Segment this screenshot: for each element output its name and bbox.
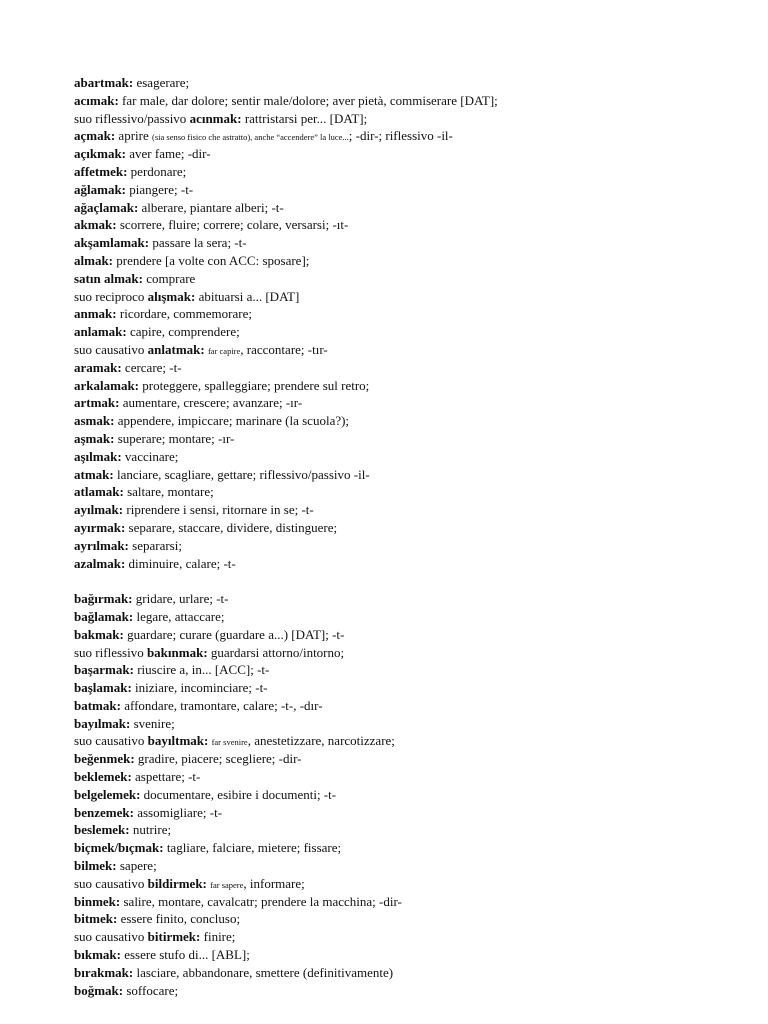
glossary-entry (74, 394, 714, 412)
glossary-entry (74, 359, 714, 377)
glossary-entry (74, 74, 714, 92)
small-note: far svenire (211, 737, 248, 748)
glossary-entry (74, 145, 714, 163)
glossary-entry (74, 448, 714, 466)
glossary-entry (74, 163, 714, 181)
verb-term: almak: (74, 252, 113, 268)
verb-term: anmak: (74, 306, 117, 322)
definition-text: scorrere, fluire; correre; colare, versarsi; -ıt- (116, 217, 349, 233)
verb-term: boğmak: (74, 982, 124, 998)
definition-text: suo reciproco (74, 288, 148, 304)
definition-text: passare la sera; -t- (149, 235, 247, 251)
definition-text: guardarsi attorno/intorno; (207, 644, 345, 660)
verb-term: asmak: (74, 413, 115, 429)
glossary-section (74, 74, 714, 572)
definition-text: assomigliare; -t- (133, 804, 223, 820)
glossary-entry (74, 377, 714, 395)
glossary-entry (74, 661, 714, 679)
definition-text: abituarsi a... [DAT] (195, 288, 300, 304)
glossary-entry (74, 590, 714, 608)
definition-text: tagliare, falciare, mietere; fissare; (163, 840, 342, 856)
section-spacer (74, 572, 714, 590)
verb-term: benzemek: (74, 804, 134, 820)
definition-text: soffocare; (123, 982, 179, 998)
glossary-entry (74, 341, 714, 359)
small-note: far capire (207, 345, 241, 356)
definition-text: far male, dar dolore; sentir male/dolore; aver pietà, commiserare [DAT]; (118, 92, 498, 108)
glossary-entry (74, 555, 714, 573)
verb-term: alışmak: (147, 288, 196, 304)
glossary-entry (74, 412, 714, 430)
verb-term: binmek: (74, 893, 121, 909)
verb-term: beklemek: (74, 769, 132, 785)
definition-text: gridare, urlare; -t- (132, 591, 229, 607)
verb-term: bitmek: (74, 911, 118, 927)
verb-term: atlamak: (74, 484, 124, 500)
glossary-entry (74, 946, 714, 964)
verb-term: başarmak: (74, 662, 134, 678)
verb-term: acımak: (74, 92, 119, 108)
verb-term: bitirmek: (147, 929, 201, 945)
definition-text: diminuire, calare; -t- (125, 555, 236, 571)
definition-text: svenire; (130, 715, 175, 731)
verb-term: bayılmak: (74, 715, 131, 731)
definition-text: suo riflessivo/passivo (74, 110, 190, 126)
definition-text: alberare, piantare alberi; -t- (138, 199, 284, 215)
definition-text: suo riflessivo (74, 644, 147, 660)
definition-text: esagerare; (133, 75, 190, 90)
verb-term: atmak: (74, 466, 114, 482)
glossary-entry (74, 305, 714, 323)
verb-term: bayıltmak: (147, 733, 209, 749)
definition-text: essere finito, concluso; (117, 911, 241, 927)
glossary-entry (74, 216, 714, 234)
glossary-entry (74, 234, 714, 252)
glossary-entry (74, 430, 714, 448)
verb-term: ayrılmak: (74, 537, 129, 553)
glossary-entry (74, 323, 714, 341)
verb-term: akmak: (74, 217, 117, 233)
definition-text: iniziare, incominciare; -t- (131, 680, 268, 696)
glossary-entry (74, 697, 714, 715)
glossary-entry (74, 768, 714, 786)
verb-term: ağaçlamak: (74, 199, 139, 215)
glossary-entry (74, 626, 714, 644)
glossary-entry (74, 537, 714, 555)
definition-text: riprendere i sensi, ritornare in se; -t- (123, 502, 314, 518)
definition-text: sapere; (116, 858, 157, 874)
verb-term: batmak: (74, 697, 121, 713)
glossary-entry (74, 92, 714, 110)
verb-term: aşmak: (74, 430, 115, 446)
verb-term: bağırmak: (74, 591, 133, 607)
definition-text: ; -dir-; riflessivo -il- (348, 128, 453, 144)
definition-text: finire; (200, 929, 236, 945)
glossary-entry (74, 821, 714, 839)
definition-text: suo causativo (74, 733, 148, 749)
verb-term: belgelemek: (74, 786, 141, 802)
definition-text: salire, montare, cavalcatr; prendere la macchina; -dir- (120, 893, 402, 909)
definition-text: suo causativo (74, 929, 148, 945)
glossary-entry (74, 644, 714, 662)
glossary-entry (74, 839, 714, 857)
verb-term: biçmek/bıçmak: (74, 840, 164, 856)
definition-text: perdonare; (127, 163, 187, 179)
glossary-section (74, 590, 714, 999)
definition-text: aspettare; -t- (131, 769, 201, 785)
verb-term: anlatmak: (147, 341, 205, 357)
definition-text: riuscire a, in... [ACC]; -t- (133, 662, 270, 678)
definition-text: comprare (142, 270, 196, 286)
verb-term: aramak: (74, 359, 122, 375)
glossary-entry (74, 875, 714, 893)
verb-term: bıkmak: (74, 947, 121, 963)
definition-text: affondare, tramontare, calare; -t-, -dır- (120, 697, 323, 713)
verb-term: bağlamak: (74, 608, 134, 624)
glossary-entry (74, 466, 714, 484)
glossary-entry (74, 252, 714, 270)
glossary-entry (74, 483, 714, 501)
glossary-entry (74, 928, 714, 946)
glossary-entry (74, 982, 714, 1000)
definition-text: suo causativo (74, 875, 148, 891)
verb-term: bildirmek: (147, 875, 207, 891)
glossary-entry (74, 501, 714, 519)
glossary-entry (74, 910, 714, 928)
small-note: (sia senso fisico che astratto), anche “accendere” la luce... (151, 132, 349, 143)
definition-text: appendere, impiccare; marinare (la scuola?); (114, 413, 350, 429)
glossary-entry (74, 964, 714, 982)
glossary-entry (74, 804, 714, 822)
verb-term: beğenmek: (74, 751, 135, 767)
definition-text: , anestetizzare, narcotizzare; (247, 733, 395, 749)
glossary-entry (74, 110, 714, 128)
verb-term: azalmak: (74, 555, 126, 571)
definition-text: saltare, montare; (123, 484, 214, 500)
verb-term: bırakmak: (74, 964, 134, 980)
glossary-entry (74, 715, 714, 733)
verb-term: abartmak: (74, 75, 134, 90)
definition-text: aumentare, crescere; avanzare; -ır- (119, 395, 303, 411)
definition-text: ricordare, commemorare; (116, 306, 252, 322)
verb-term: affetmek: (74, 163, 128, 179)
definition-text: cercare; -t- (121, 359, 182, 375)
definition-text: lanciare, scagliare, gettare; riflessivo/passivo -il- (113, 466, 370, 482)
verb-term: artmak: (74, 395, 120, 411)
verb-term: acınmak: (189, 110, 242, 126)
definition-text: documentare, esibire i documenti; -t- (140, 786, 337, 802)
definition-text: gradire, piacere; scegliere; -dir- (134, 751, 302, 767)
definition-text: piangere; -t- (126, 181, 194, 197)
definition-text: , raccontare; -tır- (240, 341, 328, 357)
definition-text: capire, comprendere; (126, 324, 240, 340)
verb-term: ayılmak: (74, 502, 124, 518)
verb-term: beslemek: (74, 822, 130, 838)
glossary-entry (74, 857, 714, 875)
verb-term: bakmak: (74, 626, 124, 642)
definition-text: essere stufo di... [ABL]; (120, 947, 250, 963)
verb-term: ağlamak: (74, 181, 126, 197)
glossary-entry (74, 270, 714, 288)
glossary-entry (74, 181, 714, 199)
verb-term: aşılmak: (74, 448, 122, 464)
definition-text: rattristarsi per... [DAT]; (241, 110, 368, 126)
verb-term: arkalamak: (74, 377, 139, 393)
verb-term: ayırmak: (74, 519, 126, 535)
definition-text: , informare; (243, 875, 305, 891)
definition-text: suo causativo (74, 341, 148, 357)
definition-text: aver fame; -dir- (126, 146, 211, 162)
glossary-entry (74, 199, 714, 217)
glossary-entry (74, 519, 714, 537)
definition-text: legare, attaccare; (133, 608, 225, 624)
definition-text: proteggere, spalleggiare; prendere sul retro; (139, 377, 370, 393)
glossary-entry (74, 786, 714, 804)
glossary-page (74, 74, 714, 999)
verb-term: akşamlamak: (74, 235, 150, 251)
definition-text: vaccinare; (121, 448, 179, 464)
verb-term: bakınmak: (146, 644, 208, 660)
verb-term: anlamak: (74, 324, 127, 340)
glossary-entry (74, 288, 714, 306)
definition-text: lasciare, abbandonare, smettere (definitivamente) (133, 964, 394, 980)
glossary-entry (74, 750, 714, 768)
glossary-entry (74, 608, 714, 626)
definition-text: prendere [a volte con ACC: sposare]; (113, 252, 310, 268)
definition-text: separare, staccare, dividere, distinguere; (125, 519, 338, 535)
verb-term: açmak: (74, 128, 116, 144)
verb-term: başlamak: (74, 680, 132, 696)
definition-text: separarsi; (128, 537, 182, 553)
definition-text: nutrire; (129, 822, 172, 838)
definition-text: guardare; curare (guardare a...) [DAT]; -t- (123, 626, 345, 642)
verb-term: açıkmak: (74, 146, 126, 162)
definition-text: aprire (115, 128, 152, 144)
verb-term: bilmek: (74, 858, 117, 874)
small-note: far sapere (210, 879, 244, 890)
verb-term: satın almak: (74, 270, 143, 286)
definition-text: superare; montare; -ır- (114, 430, 235, 446)
glossary-entry (74, 893, 714, 911)
glossary-entry (74, 127, 714, 145)
glossary-entry (74, 679, 714, 697)
glossary-entry (74, 732, 714, 750)
